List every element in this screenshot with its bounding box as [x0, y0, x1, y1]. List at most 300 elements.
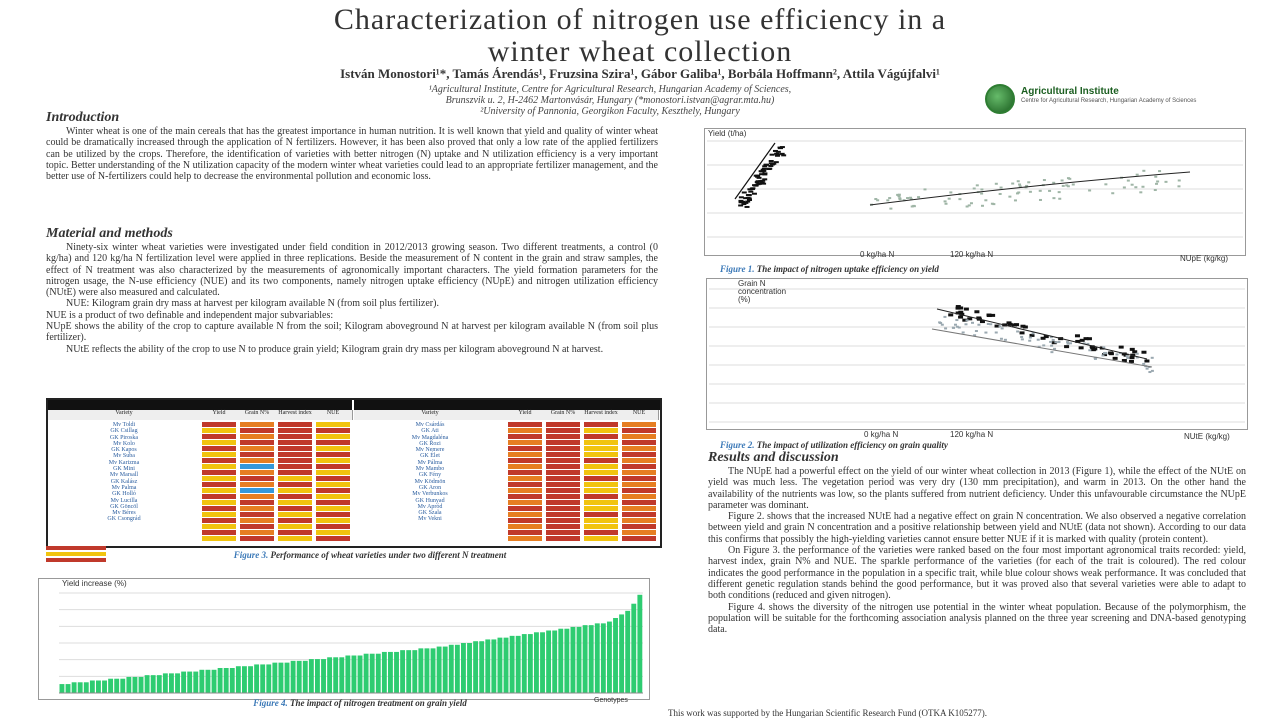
variety-name: GK Mini — [113, 466, 135, 473]
introduction-heading: Introduction — [46, 110, 120, 125]
point-0kg — [763, 164, 768, 166]
performance-cell — [622, 428, 656, 433]
bar — [90, 681, 95, 694]
performance-cell — [202, 482, 236, 487]
bar — [358, 656, 363, 694]
figure-1-label: Figure 1. — [720, 264, 755, 274]
variety-name: Mv Suba — [113, 453, 135, 460]
performance-cell — [622, 512, 656, 517]
performance-cell — [278, 488, 312, 493]
performance-cell — [584, 446, 618, 451]
bar — [504, 638, 509, 693]
performance-cell — [316, 512, 350, 517]
point-0kg — [958, 316, 963, 319]
methods-paragraph-1: Ninety-six winter wheat varieties were investigated under field condition in 2012/2013 growing season. Two different treatments, a control (0 kg/ha) and 120 kg/ha N fertilization level were applied in three replications. Beside the measurement of N content in the grain and straw samples, the effect of N treatment was also characterized by the measurements of agronomically important characters. The yield formation parameters for the nitrogen usage, the N-use efficiency (NUE) and its two components, namely nitrogen uptake efficiency (NUpE) and nitrogen utilization efficiency (NUtE) were also measured and calculated. — [46, 242, 658, 299]
performance-cell — [278, 494, 312, 499]
performance-cell — [316, 464, 350, 469]
performance-cell — [316, 500, 350, 505]
point-120kg — [958, 198, 961, 200]
performance-cell — [316, 428, 350, 433]
performance-cell — [202, 476, 236, 481]
point-120kg — [976, 184, 979, 186]
point-120kg — [909, 197, 912, 199]
point-0kg — [1119, 346, 1124, 349]
bar — [285, 663, 290, 693]
point-120kg — [984, 199, 987, 201]
affiliations — [230, 84, 990, 117]
performance-cell — [240, 446, 274, 451]
figure-2-xlabel: NUtE (kg/kg) — [1184, 432, 1230, 441]
point-0kg — [747, 194, 752, 196]
point-120kg — [1054, 341, 1057, 343]
bar — [230, 668, 235, 693]
performance-cell — [508, 488, 542, 493]
point-0kg — [767, 168, 772, 170]
bar — [60, 684, 65, 693]
variety-name: Mv Karizma — [108, 459, 140, 466]
performance-cell — [240, 434, 274, 439]
col-grainn-left: Grain N% — [238, 410, 277, 420]
point-0kg — [769, 160, 774, 162]
point-120kg — [1142, 170, 1145, 172]
figure-3-label: Figure 3. — [233, 550, 269, 560]
performance-cell — [584, 464, 618, 469]
legend-red — [46, 546, 106, 550]
point-120kg — [1154, 189, 1157, 191]
performance-cell — [278, 422, 312, 427]
table-header-bar-right — [354, 400, 660, 410]
performance-cell — [316, 518, 350, 523]
bar — [631, 604, 636, 693]
bar — [187, 672, 192, 693]
variety-name: Mv Marsall — [109, 472, 139, 479]
point-120kg — [1115, 353, 1118, 355]
bar — [333, 657, 338, 693]
point-120kg — [966, 206, 969, 208]
trend-line-0kg — [937, 309, 1147, 359]
performance-cell — [508, 470, 542, 475]
point-0kg — [780, 153, 785, 155]
performance-cell — [202, 464, 236, 469]
performance-cell — [622, 458, 656, 463]
variety-name: GK Kapos — [111, 447, 137, 454]
performance-cell — [546, 440, 580, 445]
table-color-legend — [46, 544, 110, 566]
performance-cell — [316, 434, 350, 439]
point-120kg — [1111, 192, 1114, 194]
point-120kg — [973, 188, 976, 190]
performance-cell — [202, 512, 236, 517]
bar — [114, 679, 119, 693]
point-120kg — [1136, 174, 1139, 176]
performance-cell — [202, 524, 236, 529]
bar — [169, 673, 174, 693]
performance-cell — [584, 488, 618, 493]
bar — [546, 631, 551, 694]
point-120kg — [1039, 199, 1042, 201]
poster-title — [0, 4, 1280, 68]
logo-subtitle: Centre for Agricultural Research, Hungarian Academy of Sciences — [1021, 98, 1197, 104]
performance-cell — [202, 488, 236, 493]
point-120kg — [1177, 185, 1180, 187]
point-120kg — [965, 319, 968, 321]
methods-paragraph-5: NUtE reflects the ability of the crop to use N to produce grain yield; Kilogram grain dry mass per kilogram aboveground N at harvest. — [66, 343, 604, 355]
point-120kg — [1067, 177, 1070, 179]
point-120kg — [1101, 354, 1104, 356]
performance-cell — [546, 446, 580, 451]
col-hi-left: Harvest index — [276, 410, 315, 420]
performance-cell — [508, 494, 542, 499]
point-120kg — [981, 205, 984, 207]
performance-cell — [508, 512, 542, 517]
bar — [467, 643, 472, 693]
institute-logo — [985, 84, 1245, 112]
performance-cell — [508, 434, 542, 439]
bar — [321, 659, 326, 693]
point-120kg — [1020, 336, 1023, 338]
performance-cell — [316, 422, 350, 427]
point-120kg — [923, 188, 926, 190]
point-120kg — [1011, 183, 1014, 185]
point-120kg — [944, 200, 947, 202]
figure-1-legend-a: 0 kg/ha N — [860, 250, 895, 259]
figure-3-caption — [180, 550, 560, 560]
figure-1-text: The impact of nitrogen uptake efficiency on yield — [756, 264, 939, 274]
performance-cell — [584, 500, 618, 505]
bar — [224, 668, 229, 693]
variety-name: Mv Vekni — [418, 516, 442, 523]
point-120kg — [1043, 179, 1046, 181]
bar — [400, 650, 405, 693]
performance-cell — [546, 434, 580, 439]
point-120kg — [962, 331, 965, 333]
bar — [120, 679, 125, 693]
variety-name: GK Piroska — [109, 434, 139, 441]
variety-name: Mv Toldi — [112, 422, 136, 428]
performance-cell — [584, 512, 618, 517]
performance-cell — [278, 440, 312, 445]
bar — [327, 657, 332, 693]
variety-name: GK Szala — [418, 510, 442, 517]
performance-cell — [202, 452, 236, 457]
performance-cell — [240, 458, 274, 463]
point-120kg — [1014, 199, 1017, 201]
point-120kg — [1146, 368, 1149, 370]
point-120kg — [944, 327, 947, 329]
bar — [145, 675, 150, 693]
point-120kg — [1088, 189, 1091, 191]
point-120kg — [1050, 351, 1053, 353]
variety-name: GK Fény — [418, 472, 442, 479]
point-120kg — [1050, 345, 1053, 347]
point-120kg — [1127, 180, 1130, 182]
logo-emblem-icon — [985, 84, 1015, 114]
performance-cell — [240, 464, 274, 469]
col-variety-right: Variety — [354, 410, 507, 420]
bar — [449, 645, 454, 693]
bar — [242, 666, 247, 693]
point-0kg — [748, 191, 753, 193]
point-120kg — [1154, 176, 1157, 178]
point-120kg — [906, 197, 909, 199]
bar — [66, 684, 71, 693]
methods-heading: Material and methods — [46, 226, 173, 241]
variety-name: Mv Ködmön — [414, 478, 446, 485]
point-120kg — [1008, 196, 1011, 198]
point-120kg — [1123, 186, 1126, 188]
figure-2-legend-a: 0 kg/ha N — [864, 430, 899, 439]
performance-cell — [278, 464, 312, 469]
point-120kg — [975, 330, 978, 332]
point-120kg — [1136, 353, 1139, 355]
performance-cell — [508, 452, 542, 457]
performance-cell — [546, 518, 580, 523]
performance-cell — [278, 518, 312, 523]
point-120kg — [938, 321, 941, 323]
performance-cell — [508, 476, 542, 481]
performance-cell — [278, 446, 312, 451]
figure-1-ylabel: Yield (t/ha) — [708, 129, 747, 138]
bar — [583, 625, 588, 693]
bar — [485, 639, 490, 693]
performance-cell — [622, 440, 656, 445]
performance-cell — [508, 482, 542, 487]
bar — [491, 639, 496, 693]
point-0kg — [1087, 337, 1092, 340]
performance-cell — [508, 518, 542, 523]
point-120kg — [1058, 191, 1061, 193]
point-120kg — [955, 319, 958, 321]
bar — [370, 654, 375, 693]
bar — [607, 622, 612, 693]
point-120kg — [888, 197, 891, 199]
performance-cell — [584, 476, 618, 481]
point-120kg — [977, 324, 980, 326]
point-120kg — [1104, 352, 1107, 354]
bar — [163, 673, 168, 693]
point-120kg — [1126, 355, 1129, 357]
bar — [637, 595, 642, 693]
bar — [96, 681, 101, 694]
performance-cell — [240, 506, 274, 511]
point-120kg — [958, 327, 961, 329]
bar — [199, 670, 204, 693]
bar — [571, 627, 576, 693]
bar — [376, 654, 381, 693]
performance-cell — [316, 470, 350, 475]
point-120kg — [970, 202, 973, 204]
performance-cell — [240, 494, 274, 499]
performance-cell — [316, 524, 350, 529]
point-120kg — [1052, 197, 1055, 199]
performance-cell — [584, 434, 618, 439]
figure-3-text: Performance of wheat varieties under two different N treatment — [270, 550, 507, 560]
bar — [236, 666, 241, 693]
performance-cell — [546, 530, 580, 535]
performance-cell — [584, 422, 618, 427]
point-120kg — [899, 198, 902, 200]
performance-cell — [622, 452, 656, 457]
point-0kg — [1130, 348, 1135, 351]
point-0kg — [1020, 325, 1025, 328]
performance-cell — [622, 494, 656, 499]
bar — [266, 664, 271, 693]
performance-cell — [508, 428, 542, 433]
performance-cell — [202, 458, 236, 463]
performance-cell — [584, 458, 618, 463]
bar — [151, 675, 156, 693]
bar — [437, 647, 442, 693]
col-hi-right: Harvest index — [582, 410, 621, 420]
performance-cell — [202, 536, 236, 541]
bar — [425, 648, 430, 693]
variety-name: Mv Kolo — [113, 440, 135, 447]
figure-4-text: The impact of nitrogen treatment on grain yield — [290, 698, 467, 708]
point-120kg — [917, 196, 920, 198]
point-0kg — [760, 182, 765, 184]
variety-name: GK Aron — [418, 484, 442, 491]
variety-name: Mv Nemere — [415, 447, 445, 454]
point-120kg — [1032, 332, 1035, 334]
performance-cell — [546, 482, 580, 487]
performance-cell — [240, 536, 274, 541]
performance-cell — [240, 476, 274, 481]
performance-cell — [240, 482, 274, 487]
performance-cell — [240, 422, 274, 427]
performance-cell — [584, 506, 618, 511]
figure-1-xlabel: NUpE (kg/kg) — [1180, 254, 1229, 263]
point-0kg — [768, 165, 773, 167]
bar — [619, 614, 624, 693]
point-0kg — [770, 154, 775, 156]
point-0kg — [762, 178, 767, 180]
performance-cell — [584, 524, 618, 529]
col-yield-left: Yield — [200, 410, 239, 420]
performance-cell — [278, 530, 312, 535]
point-120kg — [889, 208, 892, 210]
variety-name: GK Hunyad — [415, 497, 445, 504]
point-120kg — [999, 325, 1002, 327]
point-0kg — [755, 176, 760, 178]
point-120kg — [912, 205, 915, 207]
variety-name: Mv Mambo — [415, 466, 445, 473]
figure-2-chart — [706, 278, 1248, 430]
point-0kg — [759, 170, 764, 172]
point-0kg — [964, 308, 969, 311]
performance-cell — [622, 482, 656, 487]
bar — [443, 647, 448, 693]
point-0kg — [1141, 351, 1146, 354]
figure-2-ylabel-1: Grain N — [738, 279, 766, 288]
logo-name: Agricultural Institute — [1021, 86, 1119, 97]
point-0kg — [1079, 346, 1084, 349]
point-0kg — [762, 172, 767, 174]
figure-2-svg — [707, 279, 1247, 429]
performance-cell — [546, 470, 580, 475]
performance-cell — [622, 536, 656, 541]
point-120kg — [1139, 191, 1142, 193]
bar — [72, 682, 77, 693]
performance-cell — [622, 524, 656, 529]
bar — [364, 654, 369, 693]
point-120kg — [1039, 190, 1042, 192]
bar — [139, 677, 144, 693]
performance-cell — [316, 482, 350, 487]
performance-cell — [546, 512, 580, 517]
point-120kg — [954, 324, 957, 326]
bar — [352, 656, 357, 694]
performance-cell — [508, 530, 542, 535]
point-120kg — [886, 199, 889, 201]
performance-cell — [278, 452, 312, 457]
performance-cell — [546, 506, 580, 511]
performance-cell — [508, 506, 542, 511]
performance-cell — [278, 506, 312, 511]
point-120kg — [1131, 184, 1134, 186]
figure-4-label: Figure 4. — [253, 698, 288, 708]
point-0kg — [1014, 323, 1019, 326]
figure-4-ylabel: Yield increase (%) — [62, 579, 127, 588]
figure-1-caption — [720, 264, 1140, 274]
point-120kg — [995, 332, 998, 334]
bar — [601, 623, 606, 693]
bar — [78, 682, 83, 693]
performance-cell — [202, 530, 236, 535]
point-120kg — [1029, 191, 1032, 193]
variety-name: Mv Apród — [417, 503, 443, 510]
variety-name: GK Élet — [420, 453, 440, 460]
variety-name: Mv Béres — [112, 510, 136, 517]
performance-cell — [622, 422, 656, 427]
point-120kg — [980, 188, 983, 190]
point-120kg — [949, 191, 952, 193]
point-120kg — [1052, 339, 1055, 341]
bar — [406, 650, 411, 693]
performance-cell — [202, 440, 236, 445]
performance-cell — [278, 434, 312, 439]
point-120kg — [989, 323, 992, 325]
performance-cell — [316, 488, 350, 493]
variety-name: GK Csongrád — [107, 516, 141, 523]
point-120kg — [991, 203, 994, 205]
point-0kg — [1020, 331, 1025, 334]
funding-footer: This work was supported by the Hungarian Scientific Research Fund (OTKA K105277). — [668, 708, 987, 718]
performance-cell — [546, 476, 580, 481]
bar — [431, 648, 436, 693]
bar — [589, 625, 594, 693]
bar — [455, 645, 460, 693]
performance-cell — [202, 428, 236, 433]
point-120kg — [943, 316, 946, 318]
point-0kg — [742, 191, 747, 193]
figure-2-label: Figure 2. — [720, 440, 755, 450]
performance-cell — [202, 494, 236, 499]
variety-list-right — [354, 422, 506, 523]
point-120kg — [1016, 330, 1019, 332]
performance-cell — [508, 524, 542, 529]
point-0kg — [958, 311, 963, 314]
bar — [558, 629, 563, 693]
point-0kg — [1113, 357, 1118, 360]
performance-cell — [622, 446, 656, 451]
performance-cell — [240, 512, 274, 517]
bar — [126, 677, 131, 693]
point-120kg — [1057, 341, 1060, 343]
performance-cell — [508, 440, 542, 445]
performance-cell — [240, 470, 274, 475]
bar — [279, 663, 284, 693]
bar — [564, 629, 569, 693]
